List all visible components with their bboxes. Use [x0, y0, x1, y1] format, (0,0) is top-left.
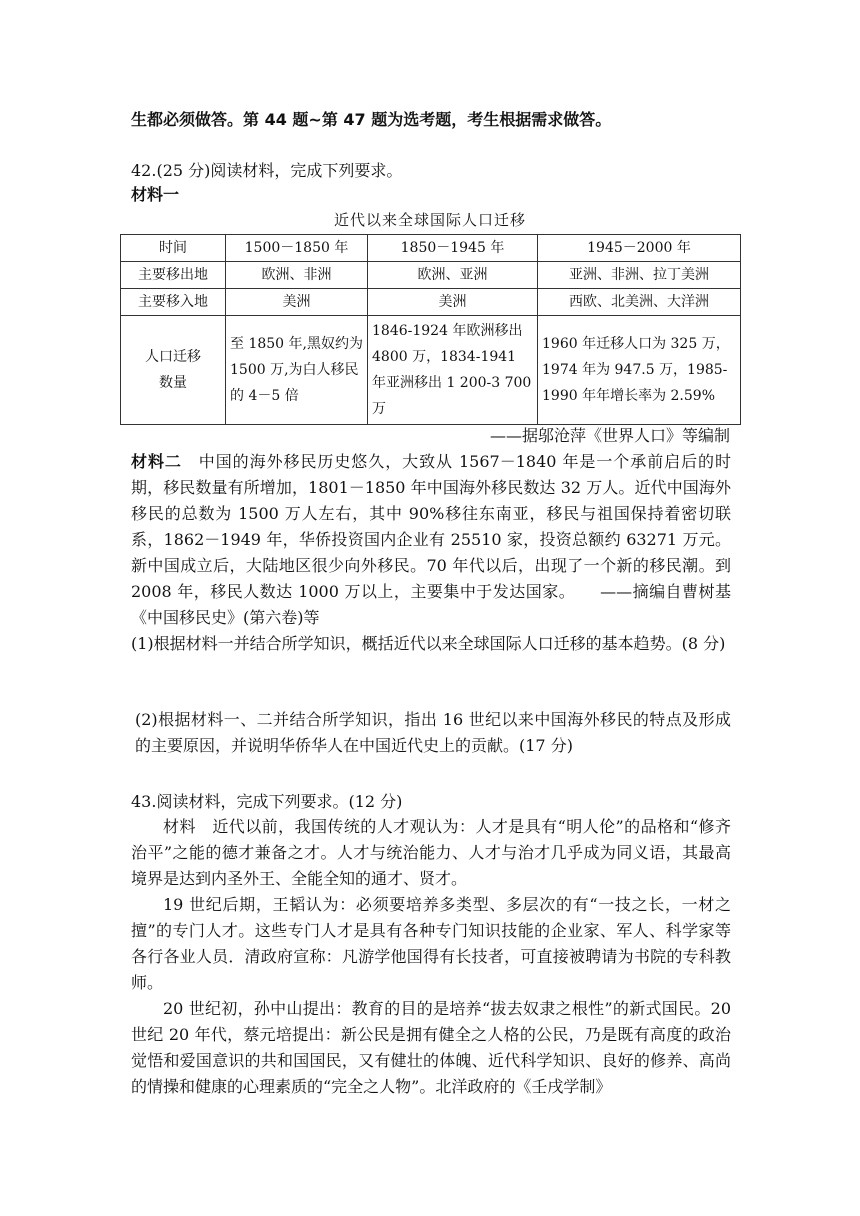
table-header-row — [121, 235, 741, 262]
migration-table — [120, 234, 741, 425]
table-row — [121, 316, 741, 425]
table-cell: 主要移出地 — [121, 262, 226, 289]
q42-question1: (1)根据材料一并结合所学知识，概括近代以来全球国际人口迁移的基本趋势。(8 分) — [131, 634, 726, 653]
intro-line: 生都必须做答。第 44 题~第 47 题为选考题，考生根据需求做答。 — [131, 110, 612, 129]
table-row — [121, 289, 741, 316]
material1-label: 材料一 — [131, 185, 180, 204]
table-header-cell: 1500－1850 年 — [226, 235, 368, 262]
material2-text: 中国的海外移民历史悠久，大致从 1567－1840 年是一个承前启后的时期，移民数量有所增加，1801－1850 年中国海外移民数达 32 万人。近代中国海外移民的总数为 1500 万人左右，其中 90%移往东南亚，移民与祖国保持着密切联系，1862－1949 年，华侨投资国内企业有 25510 家，投资总额约 63271 万元。新中国成立后，大陆地区很少向外移民。70 年代以后，出现了一个新的移民潮。到 2008 年，移民人数达 1000 万以上，主要集中于发达国家。 ——摘编自曹树基《中国移民史》(第六卷)等 — [131, 452, 731, 627]
table-cell: 亚洲、非洲、拉丁美洲 — [538, 262, 741, 289]
table-cell: 至 1850 年,黑奴约为 1500 万,为白人移民的 4－5 倍 — [226, 316, 368, 425]
material2-label: 材料二 — [131, 452, 182, 471]
table-cell: 美洲 — [368, 289, 538, 316]
table-caption: 近代以来全球国际人口迁移 — [333, 211, 526, 229]
table-cell: 1846-1924 年欧洲移出 4800 万，1834-1941 年亚洲移出 1 200-3 700 万 — [368, 316, 538, 425]
table-row — [121, 262, 741, 289]
table-cell: 欧洲、非洲 — [226, 262, 368, 289]
material2-paragraph — [131, 449, 731, 631]
table-header-cell: 1945－2000 年 — [538, 235, 741, 262]
q43-paragraph-1: 材料 近代以前，我国传统的人才观认为：人才是具有“明人伦”的品格和“修齐治平”之能的德才兼备之才。人才与统治能力、人才与治才几乎成为同义语，其最高境界是达到内圣外王、全能全知的通才、贤才。 — [131, 817, 731, 888]
table-cell: 1960 年迁移人口为 325 万，1974 年为 947.5 万，1985-1990 年年增长率为 2.59% — [538, 316, 741, 425]
q43-paragraph-2: 19 世纪后期，王韬认为：必须要培养多类型、多层次的有“一技之长，一材之擅”的专门人才。这些专门人才是具有各种专门知识技能的企业家、军人、科学家等各行各业人员．清政府宣称：凡游学他国得有长技者，可直接被聘请为书院的专科教师。 — [131, 895, 731, 992]
table-cell: 美洲 — [226, 289, 368, 316]
q43-paragraph-3: 20 世纪初，孙中山提出：教育的目的是培养“拔去奴隶之根性”的新式国民。20 世纪 20 年代，蔡元培提出：新公民是拥有健全之人格的公民，乃是既有高度的政治觉悟和爱国意识的共和国国民，又有健壮的体魄、近代科学知识、良好的修养、高尚的情操和健康的心理素质的“完全之人物”。北洋政府的《壬戌学制》 — [131, 999, 731, 1096]
table-header-cell: 时间 — [121, 235, 226, 262]
table-cell: 人口迁移数量 — [121, 316, 226, 425]
table-cell: 西欧、北美洲、大洋洲 — [538, 289, 741, 316]
material1-source: ——据邬沧萍《世界人口》等编制 — [489, 426, 730, 445]
table-cell: 主要移入地 — [121, 289, 226, 316]
table-cell: 欧洲、亚洲 — [368, 262, 538, 289]
q42-header: 42.(25 分)阅读材料，完成下列要求。 — [131, 161, 403, 180]
table-header-cell: 1850－1945 年 — [368, 235, 538, 262]
q43-header: 43.阅读材料，完成下列要求。(12 分) — [131, 792, 403, 811]
q42-question2: (2)根据材料一、二并结合所学知识，指出 16 世纪以来中国海外移民的特点及形成的主要原因，并说明华侨华人在中国近代史上的贡献。(17 分) — [135, 710, 731, 755]
